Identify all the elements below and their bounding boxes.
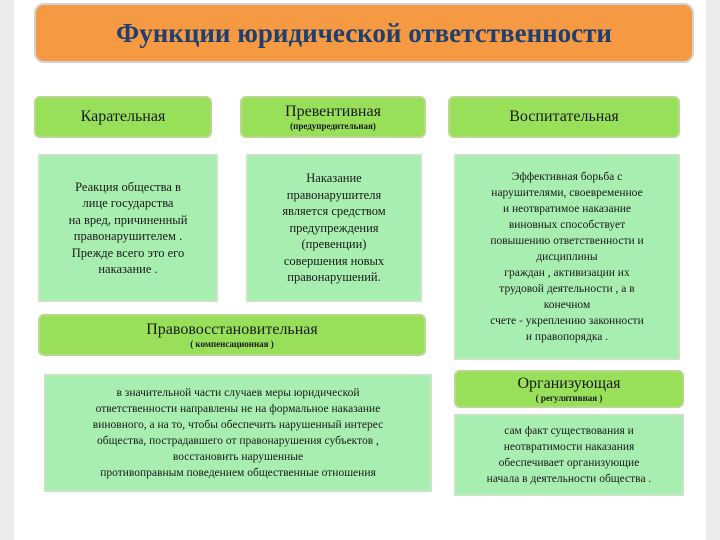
preventive-text-line: правонарушений. — [287, 270, 381, 285]
educational-text-line: Эффективная борьба с — [511, 171, 623, 183]
educational-header — [448, 96, 680, 138]
educational-text-line: нарушителями, своевременное — [491, 187, 643, 199]
punitive-header — [34, 96, 212, 138]
educational-text-line: счете - укреплению законности — [490, 315, 644, 327]
preventive-text-line: совершения новых — [283, 253, 385, 268]
page-title: Функции юридической ответственности — [116, 17, 612, 48]
punitive-text-line: правонарушителем . — [73, 229, 183, 243]
restorative-text-line: виновного, а на то, чтобы обеспечить нарушенный интерес — [92, 419, 384, 431]
preventive-text-line: Наказание — [306, 171, 362, 186]
title-banner — [34, 3, 694, 63]
restorative-sublabel: ( компенсационная ) — [190, 338, 274, 349]
educational-body — [454, 154, 680, 360]
preventive-text-line: предупреждения — [289, 220, 379, 235]
organizing-sublabel: ( регулятивная ) — [535, 392, 603, 403]
restorative-text-line: противоправным поведением общественные отношения — [100, 467, 376, 479]
restorative-text-line: в значительной части случаев меры юридической — [116, 387, 360, 399]
preventive-text-line: (превенции) — [301, 237, 367, 252]
punitive-body — [38, 154, 218, 302]
organizing-text-line: неотвратимости наказания — [503, 441, 635, 453]
restorative-header — [38, 314, 426, 356]
preventive-header — [240, 96, 426, 138]
educational-text-line: повышению ответственности и — [490, 235, 644, 247]
restorative-label: Правовосстановительная — [146, 320, 318, 338]
educational-text-line: и правопорядка . — [525, 331, 609, 343]
organizing-header — [454, 370, 684, 408]
organizing-text-line: сам факт существования и — [504, 425, 634, 437]
punitive-text-line: Прежде всего это его — [71, 245, 185, 260]
organizing-body — [454, 414, 684, 496]
educational-text-line: конечном — [543, 299, 591, 311]
preventive-text-line: правонарушителя — [286, 187, 382, 202]
educational-text-line: трудовой деятельности , а в — [499, 283, 635, 295]
punitive-text-line: лице государства — [82, 196, 174, 210]
educational-text-line: граждан , активизации их — [504, 267, 630, 279]
restorative-text-line: общества, пострадавшего от правонарушения субъектов , — [97, 435, 379, 447]
organizing-text-line: обеспечивает организующие — [498, 457, 640, 469]
punitive-text-line: Реакция общества в — [75, 179, 181, 194]
educational-text-line: и неотвратимое наказание — [502, 203, 632, 215]
restorative-text-line: восстановить нарушенные — [172, 451, 304, 463]
restorative-body — [44, 374, 432, 492]
educational-text-line: дисциплины — [536, 251, 598, 263]
punitive-text-line: на вред, причиненный — [68, 212, 188, 227]
punitive-text-line: наказание . — [98, 262, 158, 276]
restorative-text-line: ответственности направлены не на формальное наказание — [95, 403, 381, 415]
organizing-text-line: начала в деятельности общества . — [486, 473, 652, 485]
educational-label: Воспитательная — [509, 108, 619, 125]
preventive-sublabel: (предупредительная) — [290, 120, 376, 131]
preventive-body — [246, 154, 422, 302]
punitive-label: Карательная — [80, 108, 166, 125]
preventive-text-line: является средством — [282, 204, 386, 219]
educational-text-line: виновных способствует — [508, 219, 626, 231]
organizing-label: Организующая — [517, 374, 621, 392]
preventive-label: Превентивная — [285, 102, 381, 120]
